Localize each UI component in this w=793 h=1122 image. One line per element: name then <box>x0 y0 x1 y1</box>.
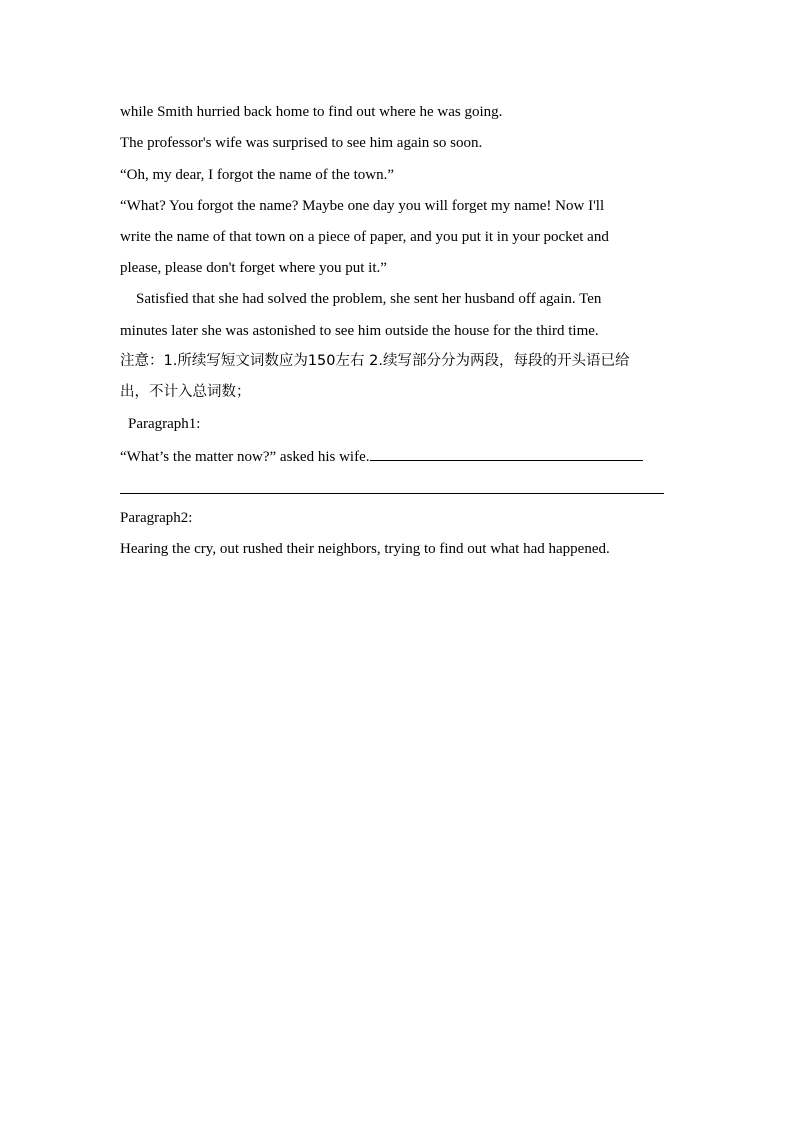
answer-blank-inline <box>370 446 643 461</box>
story-line-4: “What? You forgot the name? Maybe one day you will forget my name! Now I'll <box>120 198 605 214</box>
instruction-note-line-2: 出，不计入总词数； <box>120 384 251 400</box>
paragraph2-label: Paragraph2: <box>120 510 193 526</box>
instruction-note-line-1: 注意：1.所续写短文词数应为150左右 2.续写部分分为两段，每段的开头语已给 <box>120 353 630 369</box>
paragraph1-label: Paragraph1: <box>128 416 201 432</box>
story-line-1: while Smith hurried back home to find out where he was going. <box>120 104 503 120</box>
answer-blank-line <box>120 493 664 494</box>
story-line-2: The professor's wife was surprised to see him again so soon. <box>120 135 483 151</box>
paragraph1-opening: “What’s the matter now?” asked his wife. <box>120 449 370 465</box>
story-line-5: write the name of that town on a piece of paper, and you put it in your pocket and <box>120 229 609 245</box>
story-line-6: please, please don't forget where you put it.” <box>120 260 387 276</box>
story-line-8: minutes later she was astonished to see him outside the house for the third time. <box>120 323 599 339</box>
story-line-7: Satisfied that she had solved the problem, she sent her husband off again. Ten <box>136 291 602 307</box>
paragraph2-opening: Hearing the cry, out rushed their neighbors, trying to find out what had happened. <box>120 541 610 557</box>
story-line-3: “Oh, my dear, I forgot the name of the town.” <box>120 167 395 183</box>
paragraph1-opening-line <box>120 446 643 466</box>
